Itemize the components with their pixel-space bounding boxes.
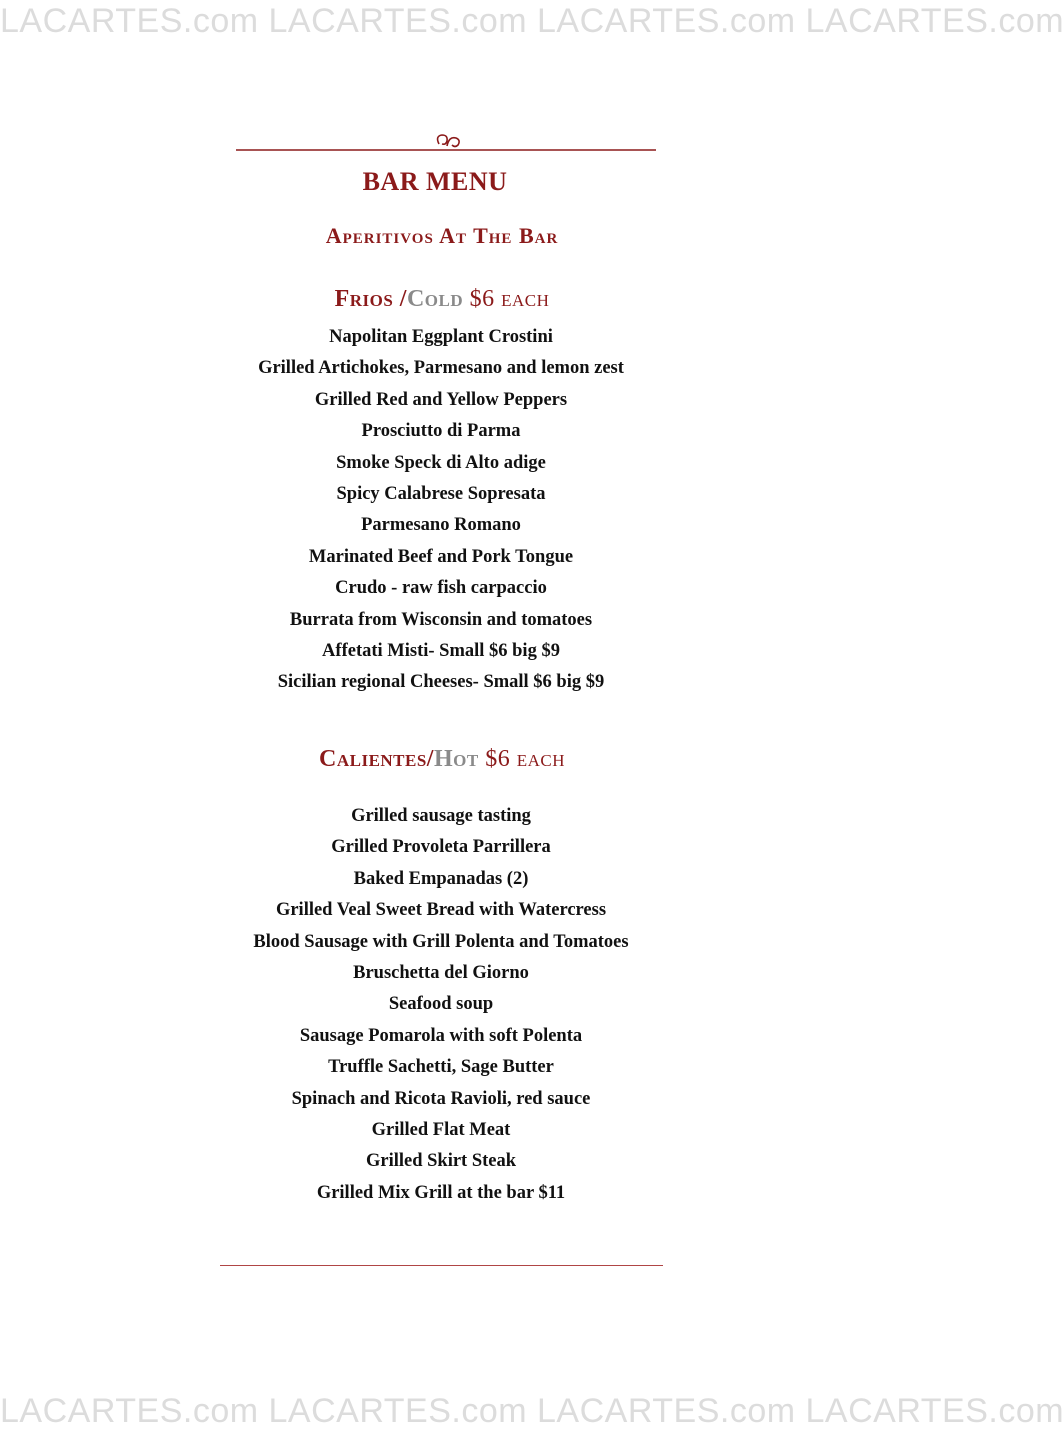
menu-item: Grilled Skirt Steak xyxy=(365,1151,517,1172)
frios-items-list xyxy=(0,322,882,699)
menu-item: Sausage Pomarola with soft Polenta xyxy=(299,1025,583,1046)
calientes-items-list xyxy=(0,801,882,1209)
menu-subtitle: Aperitivos At The Bar xyxy=(325,223,559,248)
menu-item: Prosciutto di Parma xyxy=(361,421,521,442)
menu-item: Grilled Provoleta Parrillera xyxy=(331,837,551,858)
menu-item: Grilled Artichokes, Parmesano and lemon zest xyxy=(258,358,624,379)
section-name: Frios / xyxy=(334,286,407,312)
menu-item: Grilled Red and Yellow Peppers xyxy=(314,389,568,410)
menu-title: BAR MENU xyxy=(362,167,508,196)
menu-item: Bruschetta del Giorno xyxy=(353,962,529,983)
menu-item: Grilled Mix Grill at the bar $11 xyxy=(316,1182,566,1203)
section-alt-name: Hot xyxy=(433,746,479,772)
menu-item: Affetati Misti- Small $6 big $9 xyxy=(322,640,560,661)
menu-item: Parmesano Romano xyxy=(361,515,521,536)
menu-item: Napolitan Eggplant Crostini xyxy=(329,327,553,347)
menu-item: Burrata from Wisconsin and tomatoes xyxy=(289,609,593,630)
menu-item: Baked Empanadas (2) xyxy=(353,868,529,889)
section-header-calientes xyxy=(0,746,884,773)
section-price: $6 each xyxy=(469,286,550,312)
watermark-bottom: LACARTES.com LACARTES.com LACARTES.com LACARTES.com xyxy=(0,1392,1064,1430)
swirl-icon xyxy=(438,135,460,147)
menu-item: Truffle Sachetti, Sage Butter xyxy=(328,1057,554,1078)
menu-item: Spicy Calabrese Sopresata xyxy=(336,483,546,504)
section-alt-name: Cold xyxy=(406,286,464,312)
menu-item: Sicilian regional Cheeses- Small $6 big $9 xyxy=(277,672,605,693)
bottom-divider xyxy=(220,1265,663,1266)
section-price: $6 each xyxy=(485,746,565,772)
section-name: Calientes/ xyxy=(319,746,434,772)
watermark-top: LACARTES.com LACARTES.com LACARTES.com LACARTES.com xyxy=(0,2,1064,40)
menu-item: Marinated Beef and Pork Tongue xyxy=(308,546,574,567)
menu-item: Spinach and Ricota Ravioli, red sauce xyxy=(291,1088,591,1109)
ornament-divider xyxy=(236,128,656,158)
menu-item: Smoke Speck di Alto adige xyxy=(336,452,546,473)
menu-item: Crudo - raw fish carpaccio xyxy=(335,578,547,599)
menu-item: Grilled Flat Meat xyxy=(371,1119,511,1140)
menu-item: Grilled Veal Sweet Bread with Watercress xyxy=(275,900,607,921)
menu-item: Blood Sausage with Grill Polenta and Tomatoes xyxy=(253,931,629,952)
menu-item: Seafood soup xyxy=(388,994,494,1015)
section-header-frios xyxy=(0,286,884,313)
menu-item: Grilled sausage tasting xyxy=(351,806,531,826)
